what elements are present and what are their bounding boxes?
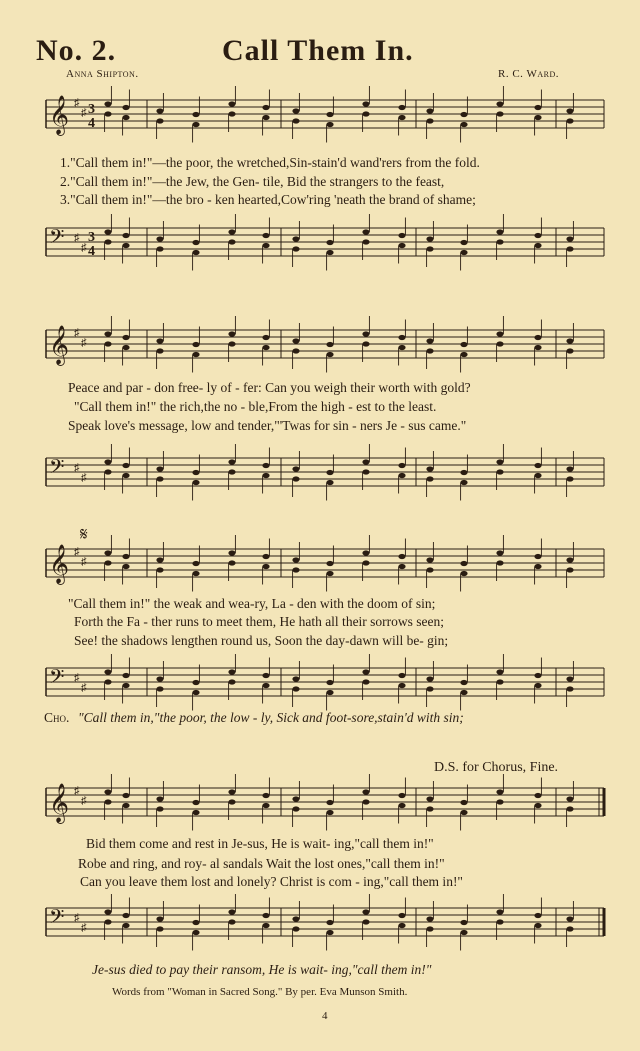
note-head bbox=[460, 561, 467, 566]
note-head bbox=[104, 111, 111, 116]
note-head bbox=[426, 466, 433, 471]
note-head bbox=[426, 557, 433, 562]
note-head bbox=[228, 919, 235, 924]
note-head bbox=[156, 118, 163, 123]
note-head bbox=[122, 243, 129, 248]
note-head bbox=[534, 913, 541, 918]
note-head bbox=[362, 560, 369, 565]
verse-3-line-4: Can you leave them lost and lonely? Christ is com - ing,"call them in!" bbox=[80, 874, 463, 889]
treble-staff-4 bbox=[0, 784, 640, 844]
note-head bbox=[122, 463, 129, 468]
note-head bbox=[122, 105, 129, 110]
note-head bbox=[192, 480, 199, 485]
note-head bbox=[426, 348, 433, 353]
note-head bbox=[156, 916, 163, 921]
note-head bbox=[534, 683, 541, 688]
verse-2-line-4: Robe and ring, and roy- al sandals Wait the lost ones,"call them in!" bbox=[78, 856, 445, 871]
note-head bbox=[262, 564, 269, 569]
note-head bbox=[156, 567, 163, 572]
note-head bbox=[566, 476, 573, 481]
note-head bbox=[362, 919, 369, 924]
note-head bbox=[122, 564, 129, 569]
note-head bbox=[262, 243, 269, 248]
note-head bbox=[292, 796, 299, 801]
bass-staff-4 bbox=[0, 904, 640, 964]
note-head bbox=[398, 564, 405, 569]
note-head bbox=[534, 105, 541, 110]
note-head bbox=[496, 550, 503, 555]
verse-3-line-2: Speak love's message, low and tender,"'Twas for sin - ners Je - sus came." bbox=[68, 418, 467, 433]
note-head bbox=[122, 923, 129, 928]
note-head bbox=[292, 916, 299, 921]
note-head bbox=[566, 806, 573, 811]
note-head bbox=[122, 554, 129, 559]
note-head bbox=[156, 806, 163, 811]
bass-clef: 𝄢 bbox=[49, 455, 65, 483]
note-head bbox=[460, 480, 467, 485]
note-head bbox=[362, 111, 369, 116]
treble-clef: 𝄞 bbox=[49, 325, 70, 365]
note-head bbox=[496, 341, 503, 346]
note-head bbox=[292, 118, 299, 123]
note-head bbox=[192, 680, 199, 685]
note-head bbox=[398, 345, 405, 350]
time-sig-bottom: 4 bbox=[88, 244, 95, 259]
note-head bbox=[496, 239, 503, 244]
note-head bbox=[192, 690, 199, 695]
note-head bbox=[460, 470, 467, 475]
sharp-sign: ♯ bbox=[81, 556, 87, 568]
note-head bbox=[104, 239, 111, 244]
sharp-sign: ♯ bbox=[74, 672, 80, 684]
note-head bbox=[362, 550, 369, 555]
note-head bbox=[398, 463, 405, 468]
note-head bbox=[192, 930, 199, 935]
note-head bbox=[566, 567, 573, 572]
note-head bbox=[104, 101, 111, 106]
note-head bbox=[156, 686, 163, 691]
note-head bbox=[192, 561, 199, 566]
note-head bbox=[566, 108, 573, 113]
note-head bbox=[262, 335, 269, 340]
note-head bbox=[398, 923, 405, 928]
note-head bbox=[262, 345, 269, 350]
note-head bbox=[192, 122, 199, 127]
verse-2-line-2: "Call them in!" the rich,the no - ble,From the high - est to the least. bbox=[74, 399, 437, 414]
note-head bbox=[566, 557, 573, 562]
note-head bbox=[326, 930, 333, 935]
note-head bbox=[426, 806, 433, 811]
note-head bbox=[292, 476, 299, 481]
chorus-label: Cho. bbox=[44, 710, 70, 725]
note-head bbox=[262, 463, 269, 468]
note-head bbox=[566, 676, 573, 681]
note-head bbox=[292, 236, 299, 241]
note-head bbox=[362, 909, 369, 914]
note-head bbox=[534, 345, 541, 350]
note-head bbox=[156, 246, 163, 251]
note-head bbox=[566, 348, 573, 353]
note-head bbox=[192, 250, 199, 255]
note-head bbox=[426, 567, 433, 572]
note-head bbox=[122, 913, 129, 918]
note-head bbox=[398, 683, 405, 688]
note-head bbox=[496, 799, 503, 804]
note-head bbox=[262, 233, 269, 238]
note-head bbox=[362, 679, 369, 684]
note-head bbox=[362, 459, 369, 464]
note-head bbox=[122, 335, 129, 340]
note-head bbox=[460, 680, 467, 685]
note-head bbox=[534, 463, 541, 468]
note-head bbox=[398, 115, 405, 120]
note-head bbox=[496, 909, 503, 914]
note-head bbox=[426, 338, 433, 343]
treble-staff-1 bbox=[0, 96, 640, 156]
note-head bbox=[292, 557, 299, 562]
treble-clef: 𝄞 bbox=[49, 783, 70, 823]
note-head bbox=[156, 557, 163, 562]
note-head bbox=[534, 115, 541, 120]
note-head bbox=[228, 111, 235, 116]
note-head bbox=[460, 352, 467, 357]
note-head bbox=[292, 567, 299, 572]
note-head bbox=[228, 679, 235, 684]
note-head bbox=[326, 800, 333, 805]
treble-staff-2 bbox=[0, 326, 640, 386]
note-head bbox=[398, 554, 405, 559]
note-head bbox=[326, 240, 333, 245]
note-head bbox=[426, 246, 433, 251]
words-author: Anna Shipton. bbox=[66, 68, 139, 80]
note-head bbox=[228, 560, 235, 565]
note-head bbox=[398, 473, 405, 478]
note-head bbox=[156, 348, 163, 353]
note-head bbox=[104, 789, 111, 794]
bass-staff-2 bbox=[0, 454, 640, 514]
page-number: 4 bbox=[322, 1010, 328, 1022]
note-head bbox=[496, 469, 503, 474]
note-head bbox=[460, 690, 467, 695]
treble-clef: 𝄞 bbox=[49, 544, 70, 584]
note-head bbox=[156, 338, 163, 343]
segno-sign: 𝄋 bbox=[80, 524, 88, 544]
note-head bbox=[262, 683, 269, 688]
ds-for-chorus-fine: D.S. for Chorus, Fine. bbox=[434, 760, 559, 775]
note-head bbox=[460, 571, 467, 576]
note-head bbox=[122, 115, 129, 120]
treble-clef: 𝄞 bbox=[49, 95, 70, 135]
bass-staff-1 bbox=[0, 224, 640, 284]
note-head bbox=[156, 236, 163, 241]
note-head bbox=[460, 800, 467, 805]
note-head bbox=[426, 676, 433, 681]
note-head bbox=[292, 806, 299, 811]
note-head bbox=[362, 341, 369, 346]
verse-1-line-3: "Call them in!" the weak and wea-ry, La - den with the doom of sin; bbox=[68, 596, 436, 611]
note-head bbox=[122, 793, 129, 798]
sharp-sign: ♯ bbox=[74, 327, 80, 339]
note-head bbox=[398, 335, 405, 340]
note-head bbox=[566, 246, 573, 251]
note-head bbox=[326, 112, 333, 117]
note-head bbox=[460, 920, 467, 925]
note-head bbox=[228, 341, 235, 346]
note-head bbox=[156, 676, 163, 681]
note-head bbox=[362, 229, 369, 234]
note-head bbox=[104, 331, 111, 336]
note-head bbox=[566, 926, 573, 931]
note-head bbox=[496, 919, 503, 924]
note-head bbox=[122, 345, 129, 350]
note-head bbox=[228, 550, 235, 555]
note-head bbox=[426, 118, 433, 123]
time-sig-bottom: 4 bbox=[88, 116, 95, 131]
note-head bbox=[534, 554, 541, 559]
chorus-lyric-1: "Call them in,"the poor, the low - ly, Sick and foot-sore,stain'd with sin; bbox=[78, 710, 464, 725]
note-head bbox=[122, 683, 129, 688]
note-head bbox=[104, 799, 111, 804]
note-head bbox=[292, 466, 299, 471]
note-head bbox=[104, 229, 111, 234]
note-head bbox=[262, 105, 269, 110]
note-head bbox=[192, 800, 199, 805]
note-head bbox=[534, 473, 541, 478]
sharp-sign: ♯ bbox=[74, 785, 80, 797]
verse-3-line-3: See! the shadows lengthen round us, Soon the day-dawn will be- gin; bbox=[74, 633, 449, 648]
note-head bbox=[326, 810, 333, 815]
note-head bbox=[156, 476, 163, 481]
note-head bbox=[192, 920, 199, 925]
note-head bbox=[192, 470, 199, 475]
note-head bbox=[362, 799, 369, 804]
note-head bbox=[496, 679, 503, 684]
note-head bbox=[104, 550, 111, 555]
hymn-number: No. 2. bbox=[36, 34, 117, 67]
note-head bbox=[292, 246, 299, 251]
verse-1-line-1: 1."Call them in!"—the poor, the wretched,Sin-stain'd wand'rers from the fold. bbox=[60, 155, 480, 170]
note-head bbox=[496, 229, 503, 234]
note-head bbox=[534, 803, 541, 808]
note-head bbox=[104, 469, 111, 474]
music-composer: R. C. Ward. bbox=[498, 68, 559, 80]
note-head bbox=[326, 122, 333, 127]
note-head bbox=[566, 686, 573, 691]
verse-2-line-1: 2."Call them in!"—the Jew, the Gen- tile, Bid the strangers to the feast, bbox=[60, 174, 445, 189]
note-head bbox=[426, 476, 433, 481]
note-head bbox=[192, 342, 199, 347]
note-head bbox=[362, 469, 369, 474]
note-head bbox=[262, 115, 269, 120]
note-head bbox=[326, 480, 333, 485]
note-head bbox=[122, 233, 129, 238]
note-head bbox=[156, 466, 163, 471]
note-head bbox=[534, 564, 541, 569]
note-head bbox=[534, 793, 541, 798]
note-head bbox=[192, 571, 199, 576]
note-head bbox=[262, 923, 269, 928]
hymn-title: Call Them In. bbox=[222, 34, 414, 67]
note-head bbox=[566, 916, 573, 921]
note-head bbox=[228, 331, 235, 336]
sharp-sign: ♯ bbox=[74, 462, 80, 474]
note-head bbox=[228, 459, 235, 464]
note-head bbox=[566, 796, 573, 801]
note-head bbox=[292, 676, 299, 681]
note-head bbox=[192, 112, 199, 117]
note-head bbox=[460, 112, 467, 117]
time-sig-top: 3 bbox=[88, 230, 95, 245]
note-head bbox=[534, 923, 541, 928]
note-head bbox=[566, 338, 573, 343]
note-head bbox=[156, 926, 163, 931]
note-head bbox=[292, 926, 299, 931]
note-head bbox=[362, 239, 369, 244]
note-head bbox=[104, 459, 111, 464]
note-head bbox=[228, 799, 235, 804]
note-head bbox=[398, 243, 405, 248]
note-head bbox=[460, 240, 467, 245]
note-head bbox=[398, 913, 405, 918]
sharp-sign: ♯ bbox=[74, 546, 80, 558]
note-head bbox=[228, 469, 235, 474]
note-head bbox=[326, 250, 333, 255]
note-head bbox=[496, 789, 503, 794]
note-head bbox=[460, 810, 467, 815]
note-head bbox=[426, 686, 433, 691]
note-head bbox=[398, 233, 405, 238]
sharp-sign: ♯ bbox=[81, 922, 87, 934]
time-sig-top: 3 bbox=[88, 102, 95, 117]
note-head bbox=[122, 473, 129, 478]
note-head bbox=[292, 348, 299, 353]
note-head bbox=[398, 803, 405, 808]
note-head bbox=[496, 459, 503, 464]
note-head bbox=[262, 673, 269, 678]
note-head bbox=[122, 803, 129, 808]
note-head bbox=[426, 926, 433, 931]
verse-1-line-2: Peace and par - don free- ly of - fer: Can you weigh their worth with gold? bbox=[68, 380, 471, 395]
note-head bbox=[104, 669, 111, 674]
note-head bbox=[262, 793, 269, 798]
note-head bbox=[566, 118, 573, 123]
note-head bbox=[326, 342, 333, 347]
verse-1-line-4: Bid them come and rest in Je-sus, He is wait- ing,"call them in!" bbox=[86, 836, 434, 851]
note-head bbox=[104, 909, 111, 914]
note-head bbox=[534, 233, 541, 238]
note-head bbox=[262, 473, 269, 478]
note-head bbox=[192, 240, 199, 245]
sharp-sign: ♯ bbox=[81, 242, 87, 254]
sharp-sign: ♯ bbox=[81, 337, 87, 349]
note-head bbox=[534, 335, 541, 340]
bass-clef: 𝄢 bbox=[49, 225, 65, 253]
note-head bbox=[104, 919, 111, 924]
note-head bbox=[326, 690, 333, 695]
note-head bbox=[534, 673, 541, 678]
note-head bbox=[104, 341, 111, 346]
note-head bbox=[426, 236, 433, 241]
note-head bbox=[566, 466, 573, 471]
note-head bbox=[192, 352, 199, 357]
note-head bbox=[156, 108, 163, 113]
note-head bbox=[362, 101, 369, 106]
note-head bbox=[362, 789, 369, 794]
note-head bbox=[262, 554, 269, 559]
note-head bbox=[362, 331, 369, 336]
note-head bbox=[326, 571, 333, 576]
note-head bbox=[426, 796, 433, 801]
sharp-sign: ♯ bbox=[74, 232, 80, 244]
note-head bbox=[104, 679, 111, 684]
note-head bbox=[156, 796, 163, 801]
note-head bbox=[398, 793, 405, 798]
note-head bbox=[326, 561, 333, 566]
note-head bbox=[228, 909, 235, 914]
note-head bbox=[228, 789, 235, 794]
note-head bbox=[566, 236, 573, 241]
bass-clef: 𝄢 bbox=[49, 665, 65, 693]
note-head bbox=[496, 669, 503, 674]
note-head bbox=[104, 560, 111, 565]
sharp-sign: ♯ bbox=[81, 682, 87, 694]
note-head bbox=[326, 920, 333, 925]
note-head bbox=[262, 913, 269, 918]
note-head bbox=[326, 470, 333, 475]
note-head bbox=[292, 338, 299, 343]
note-head bbox=[460, 930, 467, 935]
note-head bbox=[292, 108, 299, 113]
verse-3-line-1: 3."Call them in!"—the bro - ken hearted,Cow'ring 'neath the brand of shame; bbox=[60, 192, 476, 207]
note-head bbox=[496, 111, 503, 116]
note-head bbox=[534, 243, 541, 248]
note-head bbox=[122, 673, 129, 678]
sharp-sign: ♯ bbox=[81, 795, 87, 807]
note-head bbox=[192, 810, 199, 815]
sharp-sign: ♯ bbox=[81, 472, 87, 484]
note-head bbox=[326, 352, 333, 357]
chorus-lyric-2: Je-sus died to pay their ransom, He is wait- ing,"call them in!" bbox=[92, 962, 432, 977]
note-head bbox=[228, 239, 235, 244]
note-head bbox=[292, 686, 299, 691]
note-head bbox=[460, 122, 467, 127]
note-head bbox=[426, 108, 433, 113]
verse-2-line-3: Forth the Fa - ther runs to meet them, He hath all their sorrows seen; bbox=[74, 614, 445, 629]
note-head bbox=[228, 101, 235, 106]
sharp-sign: ♯ bbox=[81, 107, 87, 119]
note-head bbox=[496, 101, 503, 106]
footer-credit: Words from "Woman in Sacred Song." By per. Eva Munson Smith. bbox=[112, 986, 408, 998]
note-head bbox=[460, 342, 467, 347]
note-head bbox=[228, 229, 235, 234]
note-head bbox=[228, 669, 235, 674]
sharp-sign: ♯ bbox=[74, 912, 80, 924]
sharp-sign: ♯ bbox=[74, 97, 80, 109]
bass-clef: 𝄢 bbox=[49, 905, 65, 933]
note-head bbox=[496, 331, 503, 336]
note-head bbox=[398, 673, 405, 678]
note-head bbox=[326, 680, 333, 685]
note-head bbox=[496, 560, 503, 565]
note-head bbox=[262, 803, 269, 808]
note-head bbox=[460, 250, 467, 255]
note-head bbox=[362, 669, 369, 674]
note-head bbox=[398, 105, 405, 110]
note-head bbox=[426, 916, 433, 921]
